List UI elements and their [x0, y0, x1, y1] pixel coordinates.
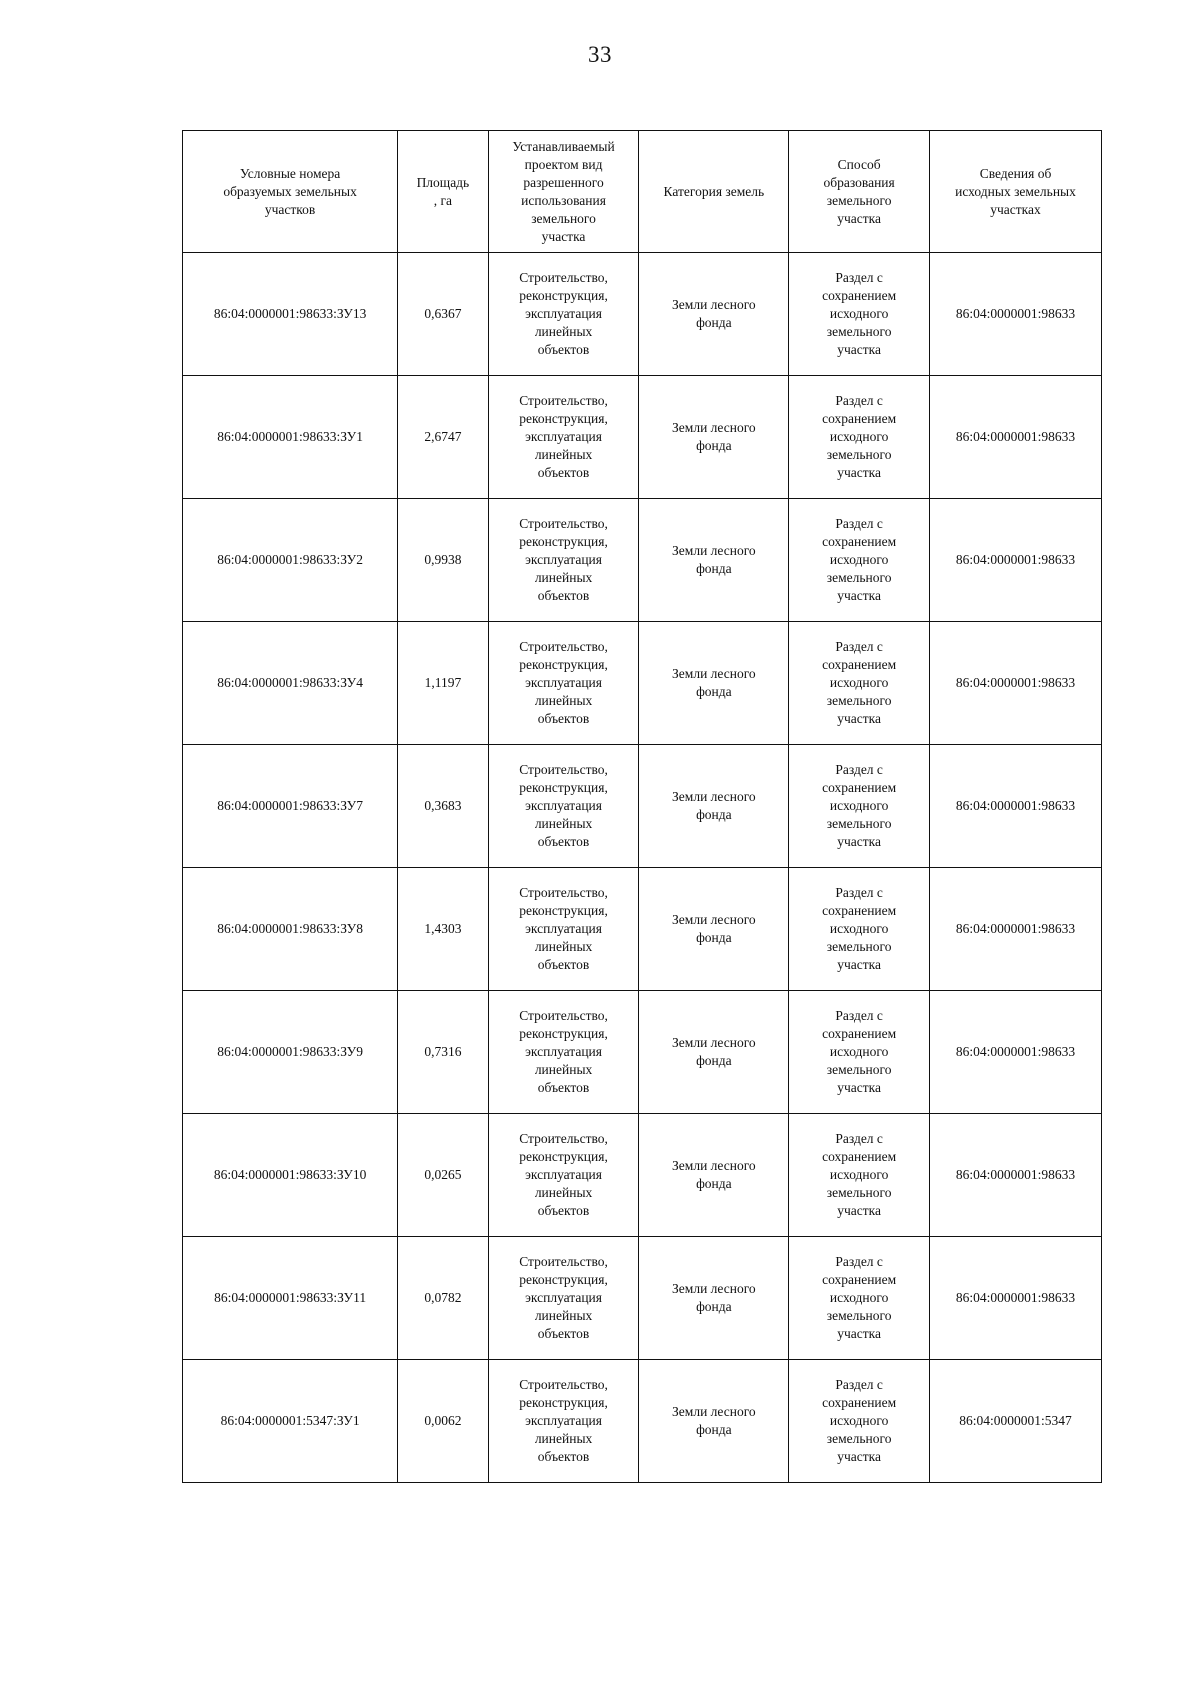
cell-land-category: Земли лесного фонда [639, 868, 789, 991]
cell-plot-number: 86:04:0000001:98633:ЗУ9 [183, 991, 398, 1114]
cell-source-plot: 86:04:0000001:98633 [930, 376, 1102, 499]
cell-land-category: Земли лесного фонда [639, 253, 789, 376]
cell-plot-number: 86:04:0000001:98633:ЗУ8 [183, 868, 398, 991]
table-row [183, 991, 1102, 1114]
cell-source-plot: 86:04:0000001:98633 [930, 499, 1102, 622]
table-row [183, 745, 1102, 868]
cell-area: 0,3683 [398, 745, 488, 868]
cell-plot-number: 86:04:0000001:98633:ЗУ13 [183, 253, 398, 376]
header-source-plots: Сведения об исходных земельных участках [930, 131, 1102, 253]
cell-land-category: Земли лесного фонда [639, 745, 789, 868]
table-row [183, 499, 1102, 622]
cell-permitted-use: Строительство, реконструкция, эксплуатация линейных объектов [488, 745, 639, 868]
cell-source-plot: 86:04:0000001:98633 [930, 745, 1102, 868]
cell-plot-number: 86:04:0000001:98633:ЗУ4 [183, 622, 398, 745]
cell-source-plot: 86:04:0000001:98633 [930, 868, 1102, 991]
cell-plot-number: 86:04:0000001:98633:ЗУ1 [183, 376, 398, 499]
cell-area: 0,7316 [398, 991, 488, 1114]
cell-permitted-use: Строительство, реконструкция, эксплуатация линейных объектов [488, 376, 639, 499]
cell-source-plot: 86:04:0000001:98633 [930, 1237, 1102, 1360]
header-row [183, 131, 1102, 253]
table-row [183, 376, 1102, 499]
land-plots-table [182, 130, 1102, 1483]
cell-plot-number: 86:04:0000001:98633:ЗУ7 [183, 745, 398, 868]
header-formation-method: Способ образования земельного участка [789, 131, 930, 253]
header-permitted-use: Устанавливаемый проектом вид разрешенного использования земельного участка [488, 131, 639, 253]
cell-formation-method: Раздел с сохранением исходного земельного участка [789, 376, 930, 499]
cell-land-category: Земли лесного фонда [639, 1237, 789, 1360]
table-row [183, 253, 1102, 376]
cell-permitted-use: Строительство, реконструкция, эксплуатация линейных объектов [488, 499, 639, 622]
cell-plot-number: 86:04:0000001:98633:ЗУ11 [183, 1237, 398, 1360]
cell-area: 0,9938 [398, 499, 488, 622]
cell-land-category: Земли лесного фонда [639, 991, 789, 1114]
cell-area: 1,4303 [398, 868, 488, 991]
page-number: 33 [588, 42, 612, 67]
cell-land-category: Земли лесного фонда [639, 1360, 789, 1483]
cell-formation-method: Раздел с сохранением исходного земельного участка [789, 622, 930, 745]
cell-formation-method: Раздел с сохранением исходного земельного участка [789, 1114, 930, 1237]
cell-source-plot: 86:04:0000001:98633 [930, 1114, 1102, 1237]
cell-permitted-use: Строительство, реконструкция, эксплуатация линейных объектов [488, 622, 639, 745]
table-row [183, 1360, 1102, 1483]
cell-area: 0,0062 [398, 1360, 488, 1483]
cell-formation-method: Раздел с сохранением исходного земельного участка [789, 1237, 930, 1360]
cell-land-category: Земли лесного фонда [639, 499, 789, 622]
cell-formation-method: Раздел с сохранением исходного земельного участка [789, 499, 930, 622]
cell-plot-number: 86:04:0000001:5347:ЗУ1 [183, 1360, 398, 1483]
cell-permitted-use: Строительство, реконструкция, эксплуатация линейных объектов [488, 868, 639, 991]
cell-source-plot: 86:04:0000001:98633 [930, 253, 1102, 376]
table-header [183, 131, 1102, 253]
cell-permitted-use: Строительство, реконструкция, эксплуатация линейных объектов [488, 253, 639, 376]
cell-land-category: Земли лесного фонда [639, 1114, 789, 1237]
cell-permitted-use: Строительство, реконструкция, эксплуатация линейных объектов [488, 1360, 639, 1483]
table-row [183, 1237, 1102, 1360]
cell-plot-number: 86:04:0000001:98633:ЗУ10 [183, 1114, 398, 1237]
cell-source-plot: 86:04:0000001:5347 [930, 1360, 1102, 1483]
cell-plot-number: 86:04:0000001:98633:ЗУ2 [183, 499, 398, 622]
cell-area: 0,0782 [398, 1237, 488, 1360]
cell-permitted-use: Строительство, реконструкция, эксплуатация линейных объектов [488, 1237, 639, 1360]
cell-land-category: Земли лесного фонда [639, 376, 789, 499]
cell-area: 0,0265 [398, 1114, 488, 1237]
cell-land-category: Земли лесного фонда [639, 622, 789, 745]
cell-formation-method: Раздел с сохранением исходного земельного участка [789, 868, 930, 991]
header-land-category: Категория земель [639, 131, 789, 253]
table-row [183, 622, 1102, 745]
table-body [183, 253, 1102, 1483]
cell-permitted-use: Строительство, реконструкция, эксплуатация линейных объектов [488, 991, 639, 1114]
cell-permitted-use: Строительство, реконструкция, эксплуатация линейных объектов [488, 1114, 639, 1237]
cell-area: 0,6367 [398, 253, 488, 376]
cell-formation-method: Раздел с сохранением исходного земельного участка [789, 745, 930, 868]
cell-formation-method: Раздел с сохранением исходного земельного участка [789, 1360, 930, 1483]
cell-formation-method: Раздел с сохранением исходного земельного участка [789, 991, 930, 1114]
cell-area: 1,1197 [398, 622, 488, 745]
cell-source-plot: 86:04:0000001:98633 [930, 622, 1102, 745]
table-row [183, 1114, 1102, 1237]
header-area: Площадь , га [398, 131, 488, 253]
cell-area: 2,6747 [398, 376, 488, 499]
header-plot-number: Условные номера образуемых земельных участков [183, 131, 398, 253]
table-row [183, 868, 1102, 991]
cell-formation-method: Раздел с сохранением исходного земельного участка [789, 253, 930, 376]
cell-source-plot: 86:04:0000001:98633 [930, 991, 1102, 1114]
